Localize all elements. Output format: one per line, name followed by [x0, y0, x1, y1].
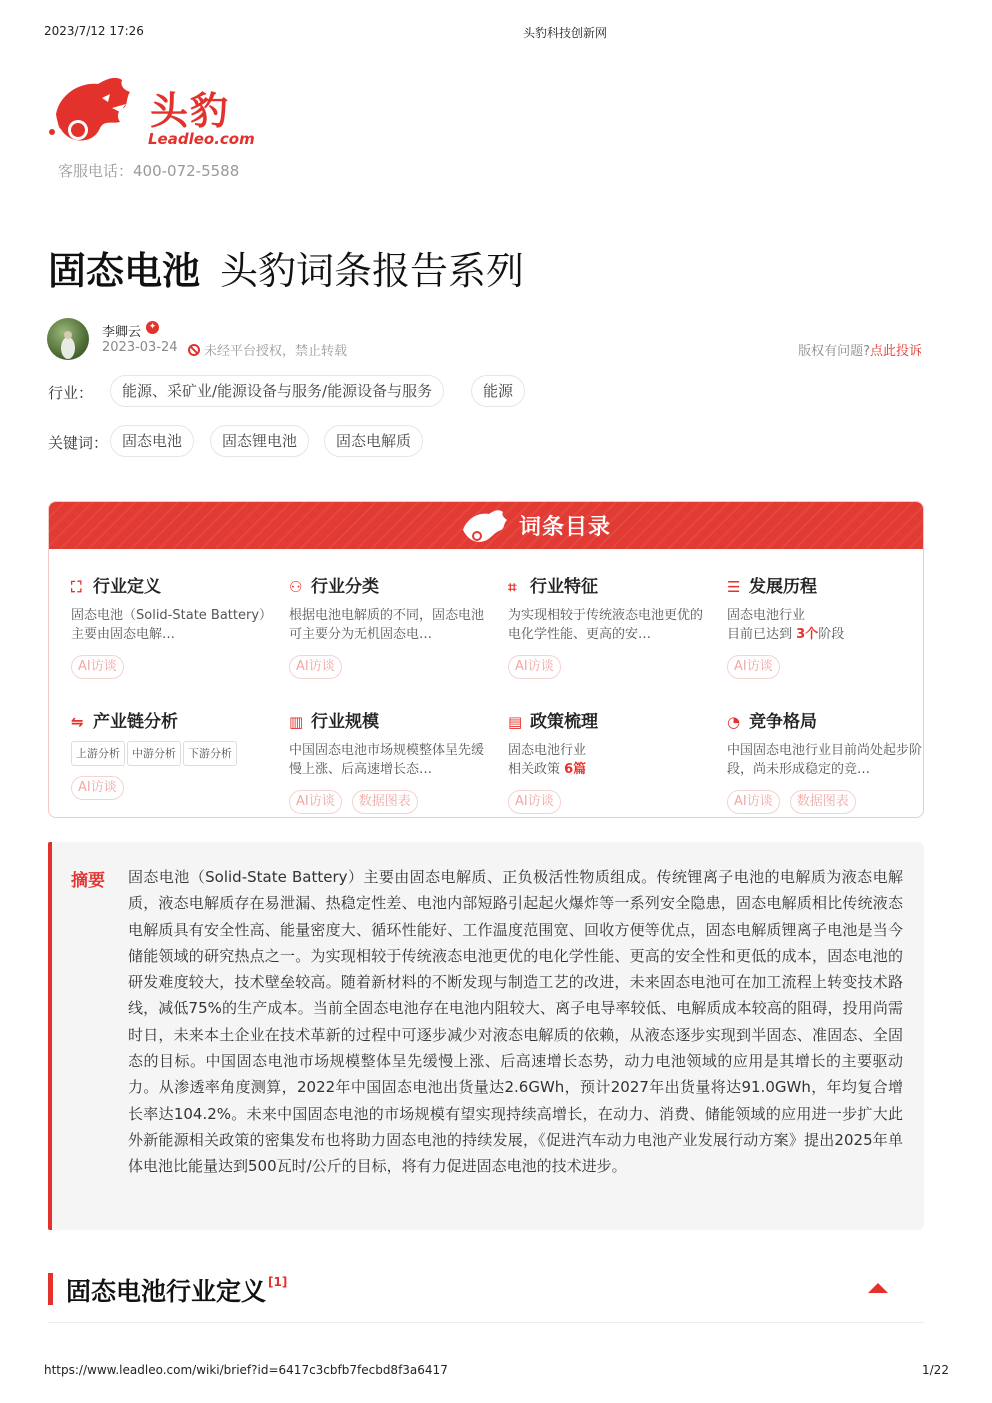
midstream-chip[interactable]: 中游分析	[127, 741, 181, 766]
collapse-triangle-icon[interactable]	[868, 1283, 888, 1293]
ban-icon	[188, 344, 200, 356]
policy-icon: ▤	[508, 713, 523, 731]
ai-interview-button[interactable]: AI访谈	[727, 655, 780, 679]
keyword-tag[interactable]: 固态电池	[110, 425, 194, 457]
toc-item-competition[interactable]: ◔ 竞争格局 中国固态电池行业目前尚处起步阶段，尚未形成稳定的竞… AI访谈 数据图表	[727, 707, 924, 814]
section-title: 固态电池行业定义 [1]	[66, 1275, 288, 1306]
classification-icon: ⚇	[289, 578, 303, 596]
section-accent-bar	[48, 1273, 53, 1305]
toc-title: 词条目录	[519, 515, 612, 540]
ai-interview-button[interactable]: AI访谈	[508, 790, 561, 814]
toc-item-classification[interactable]: ⚇ 行业分类 根据电池电解质的不同，固态电池可主要分为无机固态电… AI访谈	[289, 572, 489, 679]
toc-item-policy[interactable]: ▤ 政策梳理 固态电池行业 相关政策 6篇 AI访谈	[508, 707, 708, 814]
toc-item-desc: 根据电池电解质的不同，固态电池可主要分为无机固态电…	[289, 608, 485, 642]
avatar[interactable]	[47, 318, 89, 360]
toc-item-desc: 为实现相较于传统液态电池更优的电化学性能、更高的安…	[508, 608, 704, 642]
title-main: 固态电池	[48, 249, 201, 293]
toc-item-desc: 中国固态电池行业目前尚处起步阶段，尚未形成稳定的竞…	[727, 743, 923, 777]
complaint-link[interactable]: 点此投诉	[869, 344, 922, 359]
summary-box	[48, 842, 924, 1230]
upstream-chip[interactable]: 上游分析	[71, 741, 125, 766]
definition-icon: ⛶	[71, 578, 82, 596]
toc-item-desc: 固态电池（Solid-State Battery）主要由固态电解…	[71, 608, 266, 642]
toc-item-chain[interactable]: ⇋ 产业链分析 上游分析 中游分析 下游分析 AI访谈	[71, 707, 271, 800]
ai-interview-button[interactable]: AI访谈	[71, 776, 124, 800]
ai-interview-button[interactable]: AI访谈	[508, 655, 561, 679]
toc-header	[49, 502, 923, 549]
industry-label: 行业：	[48, 384, 94, 402]
toc-item-definition[interactable]: ⛶ 行业定义 固态电池（Solid-State Battery）主要由固态电解… AI访谈	[71, 572, 271, 679]
chain-icon: ⇋	[71, 713, 84, 731]
print-datetime: 2023/7/12 17:26	[44, 24, 144, 38]
industry-tag[interactable]: 能源	[471, 375, 525, 407]
feature-icon: ⌗	[508, 578, 517, 596]
ai-interview-button[interactable]: AI访谈	[289, 655, 342, 679]
verified-badge-icon: ✦	[146, 321, 159, 334]
title-sub: 头豹词条报告系列	[220, 249, 525, 293]
data-chart-button[interactable]: 数据图表	[352, 790, 418, 814]
hotline: 客服电话：400-072-5588	[58, 162, 240, 180]
copyright-notice: 未经平台授权，禁止转载	[188, 340, 347, 359]
toc-item-scale[interactable]: ▥ 行业规模 中国固态电池市场规模整体呈先缓慢上涨、后高速增长态… AI访谈 数据图表	[289, 707, 489, 814]
leopard-head-icon	[459, 506, 509, 546]
reference-link[interactable]: [1]	[268, 1275, 288, 1289]
copyright-question: 版权有问题?点此投诉	[798, 344, 922, 359]
publish-date: 2023-03-24	[102, 340, 178, 355]
ai-interview-button[interactable]: AI访谈	[289, 790, 342, 814]
page-number: 1/22	[922, 1363, 949, 1377]
divider	[48, 1322, 924, 1323]
data-chart-button[interactable]: 数据图表	[790, 790, 856, 814]
keyword-tag[interactable]: 固态电解质	[324, 425, 423, 457]
keywords-label: 关键词：	[48, 434, 109, 452]
author-name[interactable]: 李卿云	[102, 325, 142, 340]
ai-interview-button[interactable]: AI访谈	[727, 790, 780, 814]
history-icon: ☰	[727, 578, 741, 596]
toc-panel	[48, 501, 924, 818]
scale-icon: ▥	[289, 713, 304, 731]
competition-icon: ◔	[727, 713, 741, 731]
page-title	[48, 240, 524, 295]
toc-item-desc: 固态电池行业 相关政策 6篇	[508, 743, 587, 777]
ai-interview-button[interactable]: AI访谈	[71, 655, 124, 679]
summary-label: 摘要	[71, 871, 105, 891]
brand-name-cn: 头豹	[150, 89, 231, 133]
downstream-chip[interactable]: 下游分析	[183, 741, 237, 766]
industry-tag[interactable]: 能源、采矿业/能源设备与服务/能源设备与服务	[110, 375, 444, 407]
footer-url: https://www.leadleo.com/wiki/brief?id=6417c3cbfb7fecbd8f3a6417	[44, 1363, 448, 1377]
summary-text: 固态电池（Solid-State Battery）主要由固态电解质、正负极活性物质组成。传统锂离子电池的电解质为液态电解质，液态电解质存在易泄漏、热稳定性差、电池内部短路引起起火爆炸等一系列安全隐患，固态电解质相比传统液态电解质具有安全性高、能量密度大、循环性能好、工作温度范围宽、回收方便等优点，固态电解质锂离子电池是当今储能领域的研究热点之一。为实现相较于传统液态电池更优的电化学性能、更高的安全性和更低的成本，固态电池的研发难度较大，技术壁垒较高。随着新材料的不断发现与制造工艺的改进，未来固态电池可在加工流程上转变技术路线，减低75%的生产成本。当前全固态电池存在电池内阻较大、离子电导率较低、电解质成本较高的阻碍，投用尚需时日，未来本土企业在技术革新的过程中可逐步减少对液态电解质的依赖，从液态逐步实现到半固态、准固态、全固态的目标。中国固态电池市场规模整体呈先缓慢上涨、后高速增长态势，动力电池领域的应用是其增长的主要驱动力。从渗透率角度测算，2022年中国固态电池出货量达2.6GWh，预计2027年出货量将达91.0GWh，年均复合增长率达104.2%。未来中国固态电池的市场规模有望实现持续高增长，在动力、消费、储能领域的应用进一步扩大此外新能源相关政策的密集发布也将助力固态电池的持续发展，《促进汽车动力电池产业发展行动方案》提出2025年单体电池比能量达到500瓦时/公斤的目标，将有力促进固态电池的技术进步。	[128, 868, 903, 1176]
brand-name-en[interactable]: Leadleo.com	[148, 130, 255, 148]
toc-item-desc: 固态电池行业 目前已达到 3个阶段	[727, 608, 845, 642]
toc-item-desc: 中国固态电池市场规模整体呈先缓慢上涨、后高速增长态…	[289, 743, 485, 777]
keyword-tag[interactable]: 固态锂电池	[210, 425, 309, 457]
toc-item-history[interactable]: ☰ 发展历程 固态电池行业 目前已达到 3个阶段 AI访谈	[727, 572, 924, 679]
toc-item-feature[interactable]: ⌗ 行业特征 为实现相较于传统液态电池更优的电化学性能、更高的安… AI访谈	[508, 572, 708, 679]
print-site-name: 头豹科技创新网	[523, 26, 608, 40]
